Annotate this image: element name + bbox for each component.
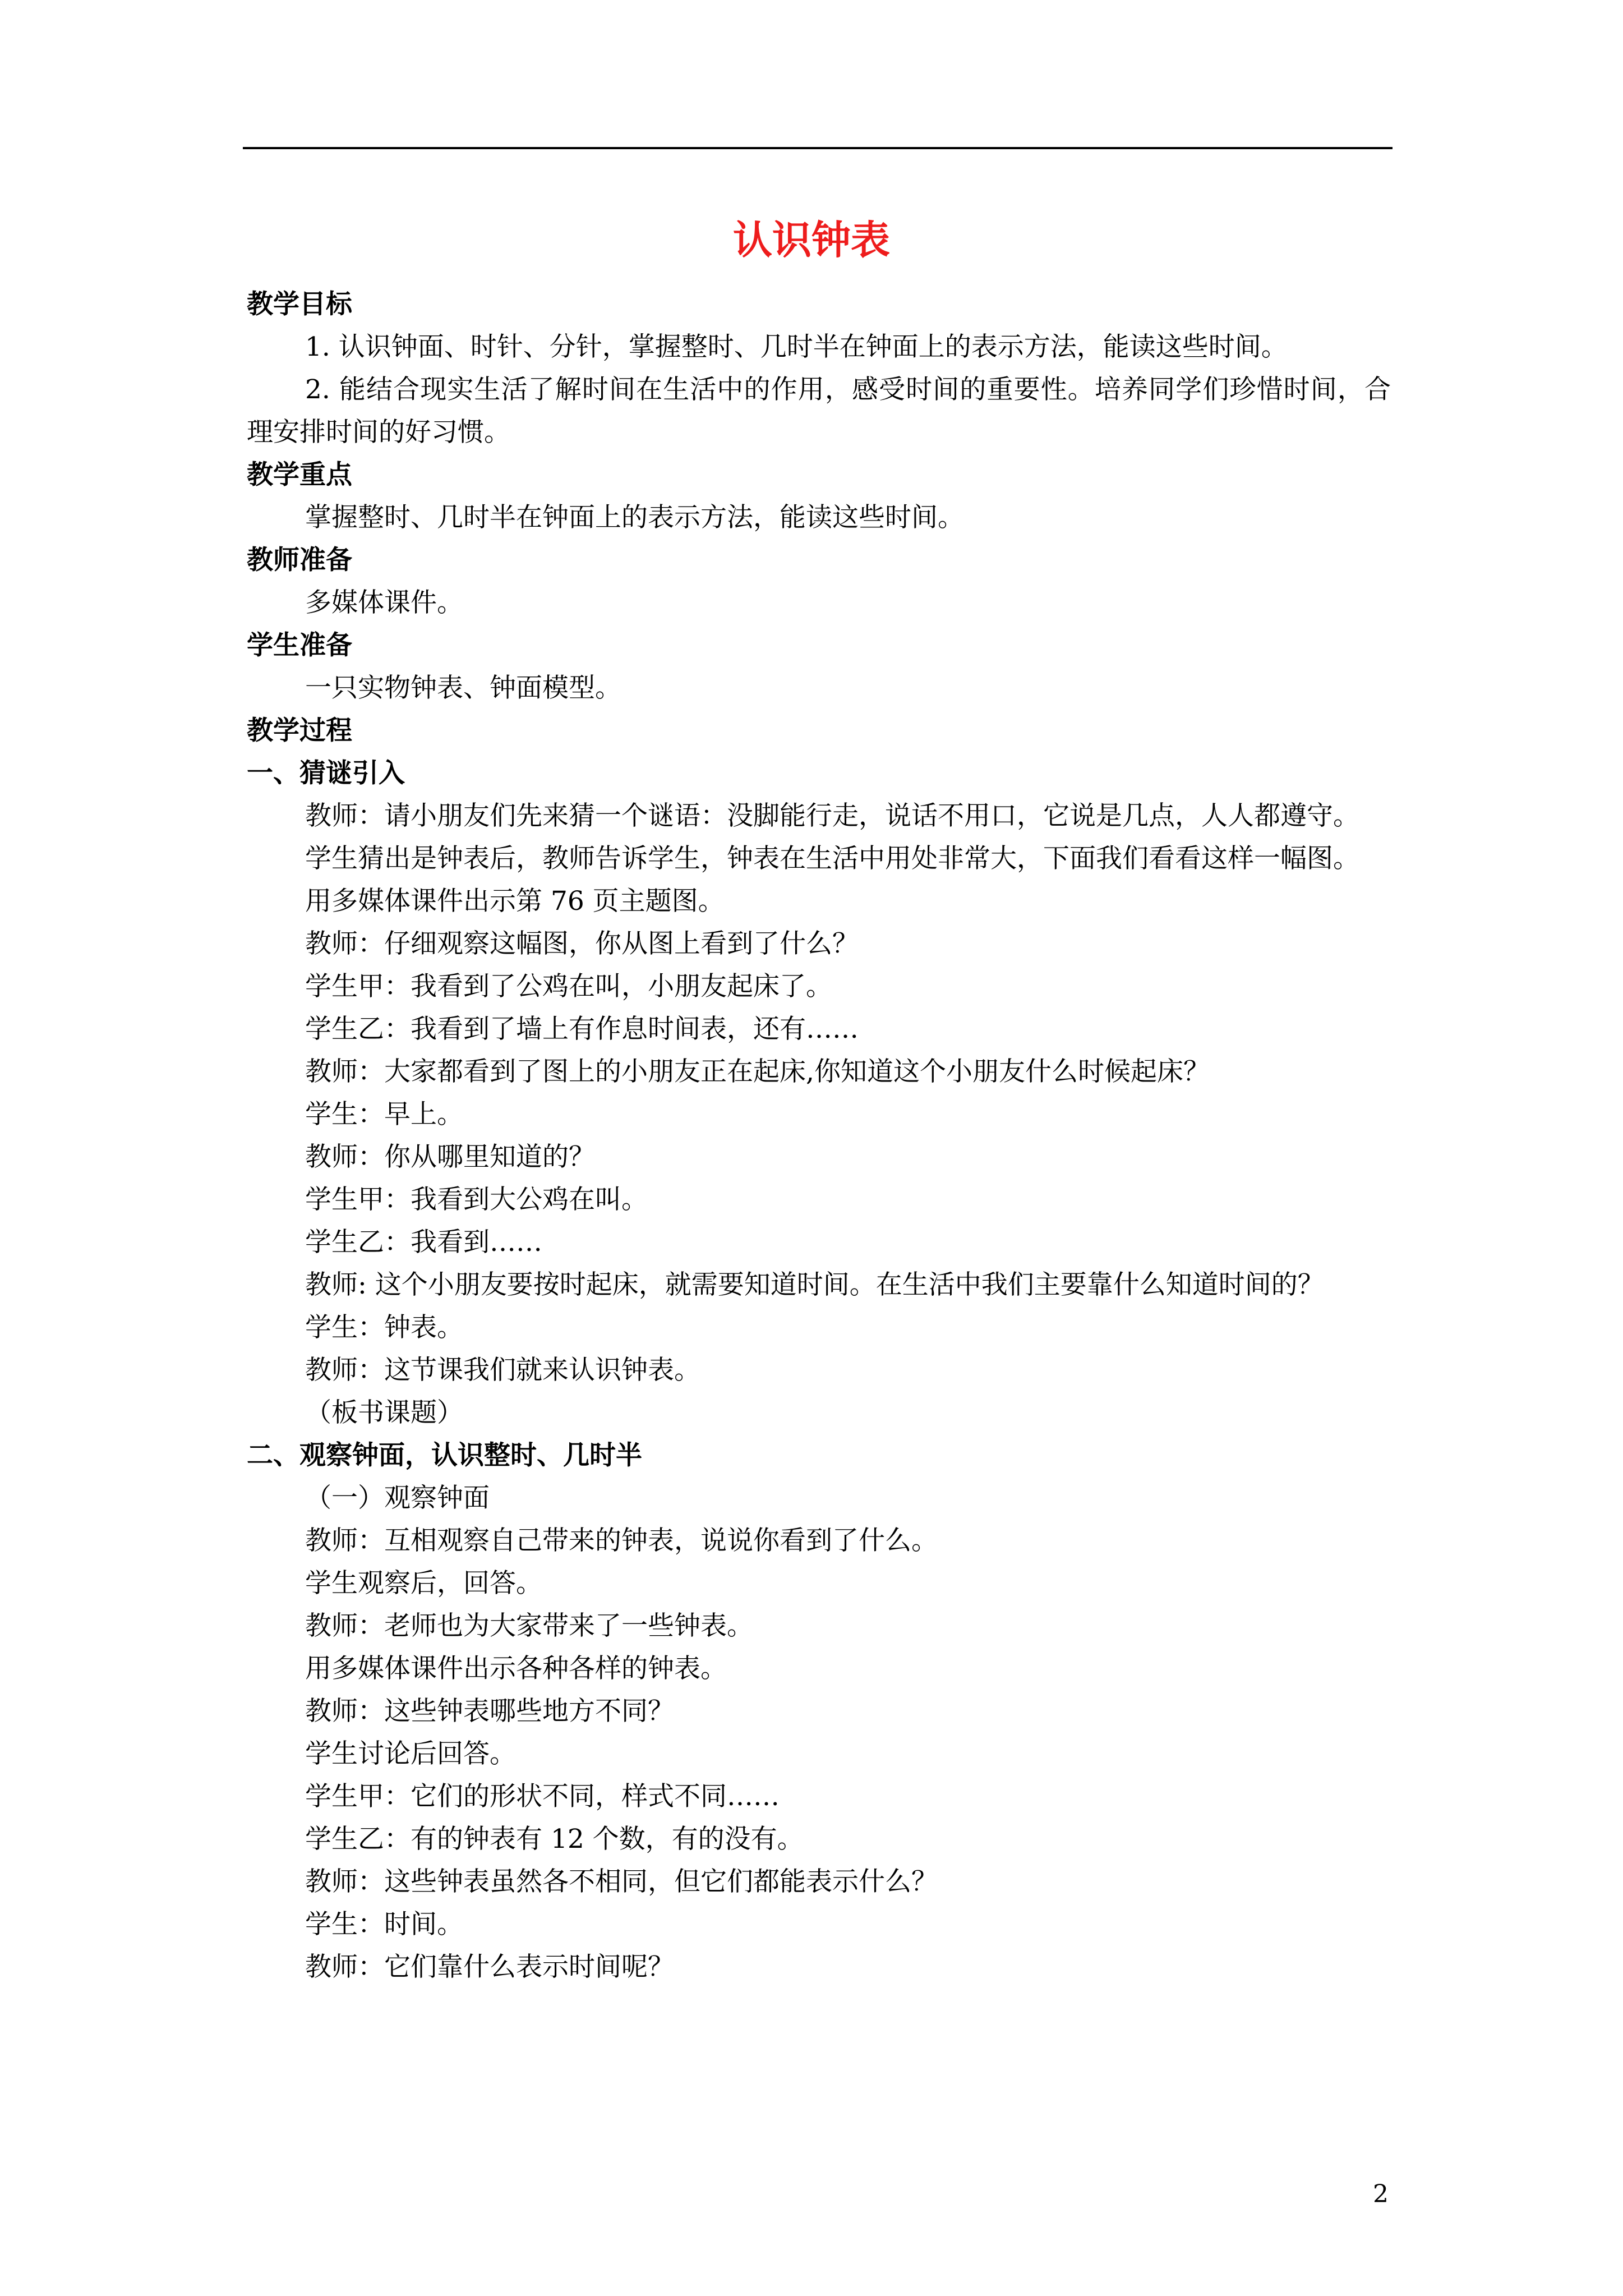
paragraph: 学生甲：我看到了公鸡在叫，小朋友起床了。 — [305, 971, 832, 1002]
paragraph: 学生甲：我看到大公鸡在叫。 — [305, 1184, 648, 1215]
paragraph: 教师：你从哪里知道的？ — [305, 1142, 595, 1172]
paragraph: 用多媒体课件出示各种各样的钟表。 — [305, 1653, 727, 1684]
paragraph: （一）观察钟面 — [305, 1483, 490, 1513]
paragraph: 学生乙：我看到了墙上有作息时间表，还有…… — [305, 1014, 859, 1045]
section-heading: 教学目标 — [247, 289, 352, 320]
paragraph: 多媒体课件。 — [305, 587, 463, 618]
paragraph: 1. 认识钟面、时针、分针，掌握整时、几时半在钟面上的表示方法，能读这些时间。 — [305, 332, 1288, 362]
section-heading: 教学重点 — [247, 459, 352, 490]
section-heading: 教师准备 — [247, 545, 352, 576]
paragraph: 掌握整时、几时半在钟面上的表示方法，能读这些时间。 — [305, 502, 964, 533]
section-heading: 教学过程 — [247, 715, 352, 746]
paragraph: 学生甲：它们的形状不同，样式不同…… — [305, 1781, 780, 1812]
document-body — [247, 283, 1391, 1989]
header-rule — [243, 147, 1393, 149]
section-heading: 一、猜谜引入 — [247, 758, 405, 789]
section-heading: 学生准备 — [247, 630, 352, 661]
paragraph: 2. 能结合现实生活了解时间在生活中的作用，感受时间的重要性。培养同学们珍惜时间，合理安排时间的好习惯。 — [247, 374, 1391, 448]
paragraph: 学生猜出是钟表后，教师告诉学生，钟表在生活中用处非常大，下面我们看看这样一幅图。 — [305, 843, 1359, 874]
paragraph: 教师：互相观察自己带来的钟表，说说你看到了什么。 — [305, 1525, 938, 1556]
page-number: 2 — [1373, 2180, 1389, 2208]
paragraph: 教师：这些钟表虽然各不相同，但它们都能表示什么？ — [305, 1866, 938, 1897]
document-title: 认识钟表 — [733, 217, 890, 263]
paragraph: 教师：它们靠什么表示时间呢？ — [305, 1952, 674, 1982]
paragraph: 教师：老师也为大家带来了一些钟表。 — [305, 1611, 753, 1641]
paragraph: 教师：大家都看到了图上的小朋友正在起床,你知道这个小朋友什么时候起床？ — [305, 1056, 1210, 1087]
section-heading: 二、观察钟面，认识整时、几时半 — [247, 1440, 642, 1471]
paragraph: 教师：请小朋友们先来猜一个谜语：没脚能行走，说话不用口，它说是几点，人人都遵守。 — [305, 800, 1359, 831]
paragraph: 教师：仔细观察这幅图，你从图上看到了什么？ — [305, 928, 859, 959]
paragraph: 学生乙：有的钟表有 12 个数，有的没有。 — [305, 1824, 804, 1855]
paragraph: 学生乙：我看到…… — [305, 1227, 542, 1258]
paragraph: 学生：时间。 — [305, 1909, 463, 1940]
paragraph: 教师: 这个小朋友要按时起床，就需要知道时间。在生活中我们主要靠什么知道时间的？ — [305, 1269, 1324, 1300]
paragraph: 用多媒体课件出示第 76 页主题图。 — [305, 886, 725, 917]
paragraph: 学生：早上。 — [305, 1099, 463, 1130]
paragraph: 学生观察后，回答。 — [305, 1568, 542, 1599]
paragraph: 教师：这些钟表哪些地方不同？ — [305, 1696, 674, 1727]
paragraph: 教师：这节课我们就来认识钟表。 — [305, 1355, 700, 1386]
paragraph: 学生讨论后回答。 — [305, 1738, 516, 1769]
paragraph: （板书课题） — [305, 1397, 463, 1428]
paragraph: 一只实物钟表、钟面模型。 — [305, 673, 621, 703]
paragraph: 学生：钟表。 — [305, 1312, 463, 1343]
